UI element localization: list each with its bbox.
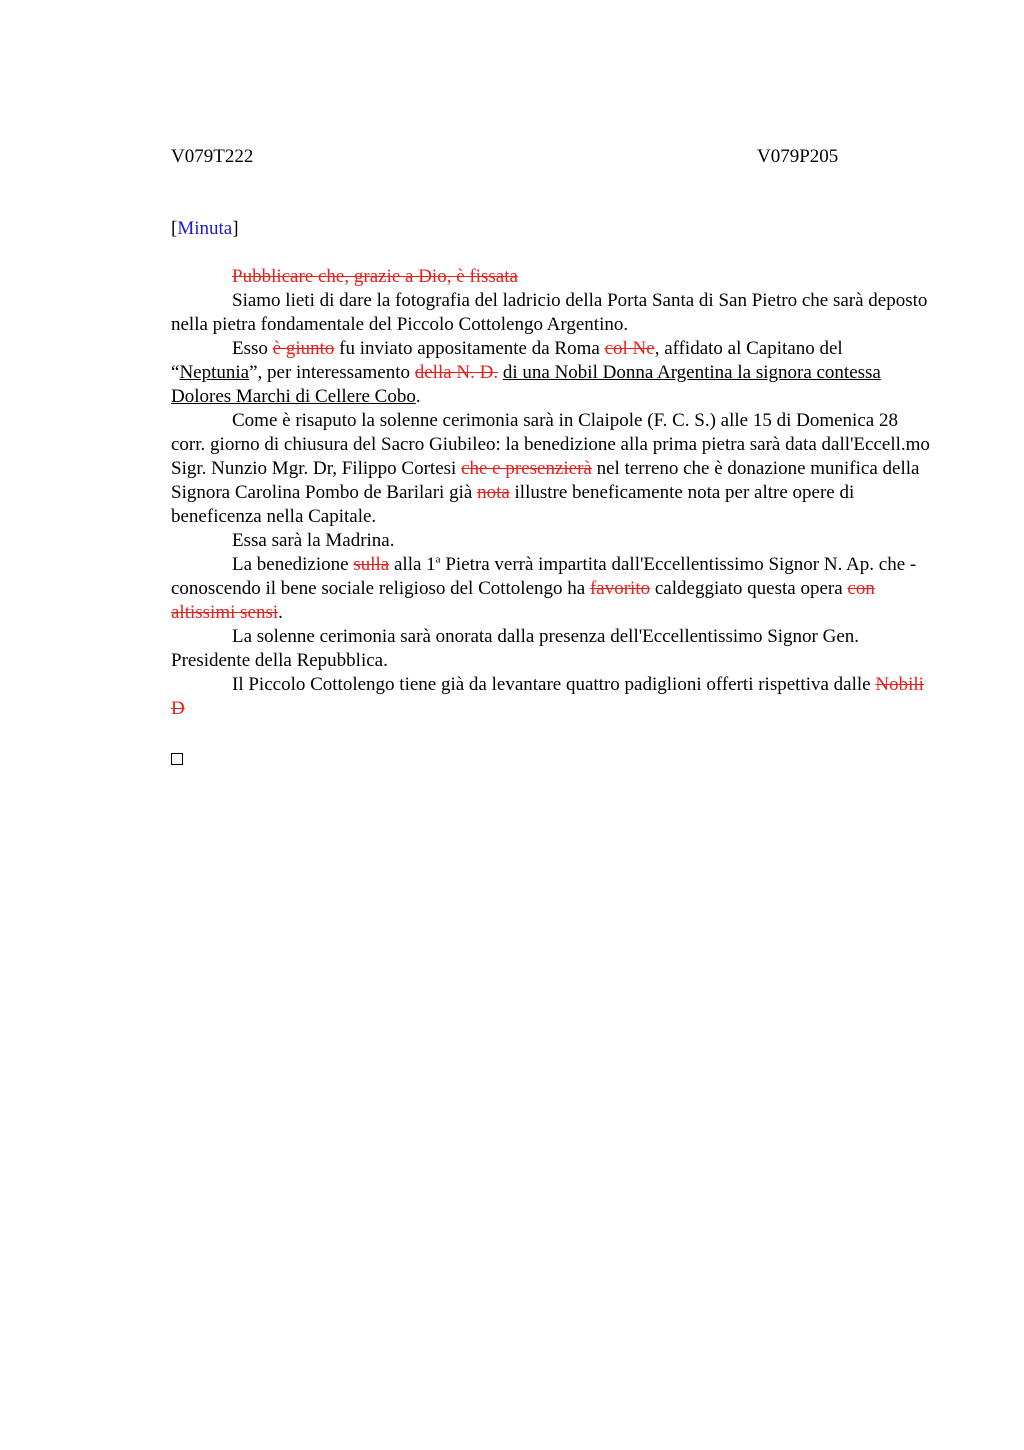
deleted-text: Pubblicare che, grazie a Dio, è fissata	[232, 266, 518, 287]
document-page	[171, 145, 931, 757]
paragraph-text: nel terreno che è donazione munifica della Signora Carolina Pombo de Barilari già	[171, 458, 920, 503]
paragraph-text: .	[415, 386, 421, 407]
minuta-label	[171, 217, 931, 241]
deleted-text: Nobili D	[171, 674, 924, 719]
deleted-text: con altissimi sensi	[171, 578, 875, 623]
paragraph-text: Il Piccolo Cottolengo tiene già da levantare quattro padiglioni offerti rispettiva dalle	[232, 674, 876, 695]
paragraph-text: La solenne cerimonia sarà onorata dalla presenza dell'Eccellentissimo Signor Gen. Presidente della Repubblica.	[171, 626, 860, 671]
deleted-text: della N. D.	[414, 362, 499, 383]
deleted-text: che e presenzierà	[461, 458, 592, 479]
paragraph-text: Esso	[232, 338, 273, 359]
deleted-text: col Ne	[604, 338, 655, 359]
paragraph-text: Come è risaputo la solenne cerimonia sarà in Claipole (F. C. S.) alle 15 di Domenica 28 corr. giorno di chiusura del Sacro Giubileo: la benedizione alla prima pietra sarà data dall'Eccell.mo Sigr. Nunzio Mgr. Dr, Filippo Cortesi	[171, 410, 930, 479]
paragraph-6	[171, 625, 931, 673]
paragraph-4	[171, 529, 931, 553]
label-text: Minuta	[177, 218, 233, 239]
deleted-text: favorito	[589, 578, 651, 599]
paragraph-text: ”, per interessamento	[249, 362, 415, 383]
paragraph-text: .	[278, 602, 283, 623]
paragraph-text: Pietra verrà impartita dall'Eccellentissimo Signor N. Ap. che - conoscendo il bene sociale religioso del Cottolengo ha	[171, 554, 917, 599]
underlined-text: di una Nobil Donna Argentina la signora contessa Dolores Marchi di Cellere Cobo	[171, 362, 881, 407]
deleted-text: è giunto	[272, 338, 335, 359]
deleted-text: nota	[477, 482, 510, 503]
document-body	[171, 265, 931, 757]
superscript: a	[435, 553, 441, 566]
paragraph-text: fu inviato appositamente da Roma	[334, 338, 605, 359]
paragraph-text: alla 1	[389, 554, 436, 575]
left-code: V079T222	[171, 146, 254, 167]
deleted-text: sulla	[353, 554, 390, 575]
paragraph-2	[171, 337, 931, 409]
underlined-text: Neptunia	[179, 362, 250, 383]
paragraph-text: caldeggiato questa opera	[650, 578, 848, 599]
label-close-bracket: ]	[232, 218, 239, 239]
paragraph-0	[171, 265, 931, 289]
paragraph-7	[171, 673, 931, 721]
checkbox-icon	[171, 753, 183, 765]
paragraph-text: , affidato al Capitano del “	[171, 338, 843, 383]
right-code: V079P205	[757, 146, 839, 167]
paragraph-3	[171, 409, 931, 529]
paragraph-text: Siamo lieti di dare la fotografia del ladricio della Porta Santa di San Pietro che sarà deposto nella pietra fondamentale del Piccolo Cottolengo Argentino.	[171, 290, 928, 335]
label-open-bracket: [	[171, 218, 178, 239]
paragraph-text: illustre beneficamente nota per altre opere di beneficenza nella Capitale.	[171, 482, 855, 527]
document-header	[171, 145, 931, 169]
paragraph-1	[171, 289, 931, 337]
paragraph-5	[171, 553, 931, 625]
paragraph-text: Essa sarà la Madrina.	[232, 530, 395, 551]
paragraph-text: La benedizione	[232, 554, 354, 575]
